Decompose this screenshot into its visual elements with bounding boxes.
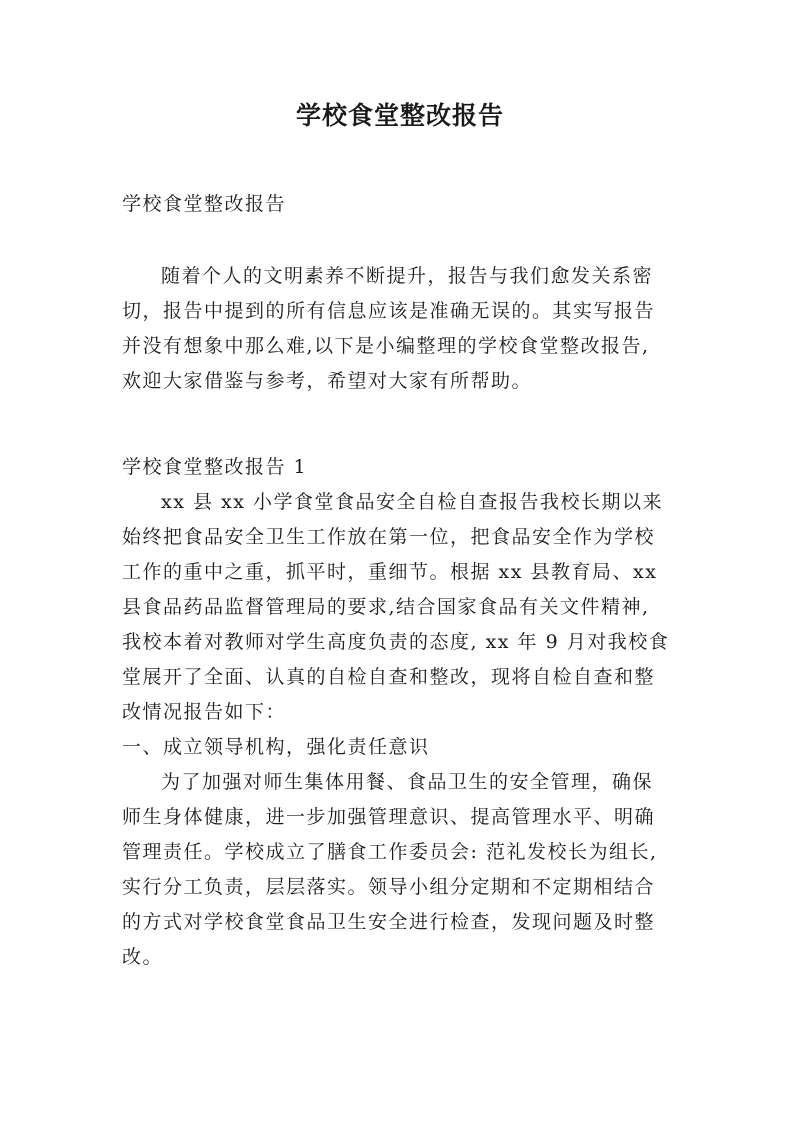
heading-line: 改。 bbox=[122, 946, 164, 968]
section-line: 工作的重中之重，抓平时，重细节。根据 xx 县教育局、xx bbox=[122, 561, 658, 583]
heading-line: 实行分工负责，层层落实。领导小组分定期和不定期相结合 bbox=[122, 876, 656, 898]
section-line: 县食品药品监督管理局的要求,结合国家食品有关文件精神, bbox=[122, 596, 650, 618]
section-line: 我校本着对教师对学生高度负责的态度, xx 年 9 月对我校食 bbox=[122, 631, 670, 653]
intro-line: 欢迎大家借鉴与参考，希望对大家有所帮助。 bbox=[122, 370, 533, 392]
heading-line: 的方式对学校食堂食品卫生安全进行检查，发现问题及时整 bbox=[122, 911, 656, 933]
heading-line: 师生身体健康，进一步加强管理意识、提高管理水平、明确 bbox=[122, 806, 656, 828]
intro-line: 并没有想象中那么难,以下是小编整理的学校食堂整改报告, bbox=[122, 335, 650, 357]
section-line: xx 县 xx 小学食堂食品安全自检自查报告我校长期以来 bbox=[161, 491, 663, 513]
document-title: 学校食堂整改报告 bbox=[295, 101, 504, 130]
section-line: 改情况报告如下： bbox=[122, 701, 287, 723]
heading: 一、成立领导机构，强化责任意识 bbox=[122, 736, 430, 758]
heading-line: 为了加强对师生集体用餐、食品卫生的安全管理，确保 bbox=[161, 771, 654, 793]
intro-line: 切，报告中提到的所有信息应该是准确无误的。其实写报告 bbox=[122, 300, 656, 322]
document-subtitle: 学校食堂整改报告 bbox=[122, 193, 287, 215]
intro-line: 随着个人的文明素养不断提升，报告与我们愈发关系密 bbox=[161, 265, 654, 287]
section-title: 学校食堂整改报告 1 bbox=[122, 456, 308, 478]
section-line: 始终把食品安全卫生工作放在第一位，把食品安全作为学校 bbox=[122, 526, 656, 548]
section-line: 堂展开了全面、认真的自检自查和整改，现将自检自查和整 bbox=[122, 666, 656, 688]
heading-line: 管理责任。学校成立了膳食工作委员会: 范礼发校长为组长, bbox=[122, 841, 658, 863]
